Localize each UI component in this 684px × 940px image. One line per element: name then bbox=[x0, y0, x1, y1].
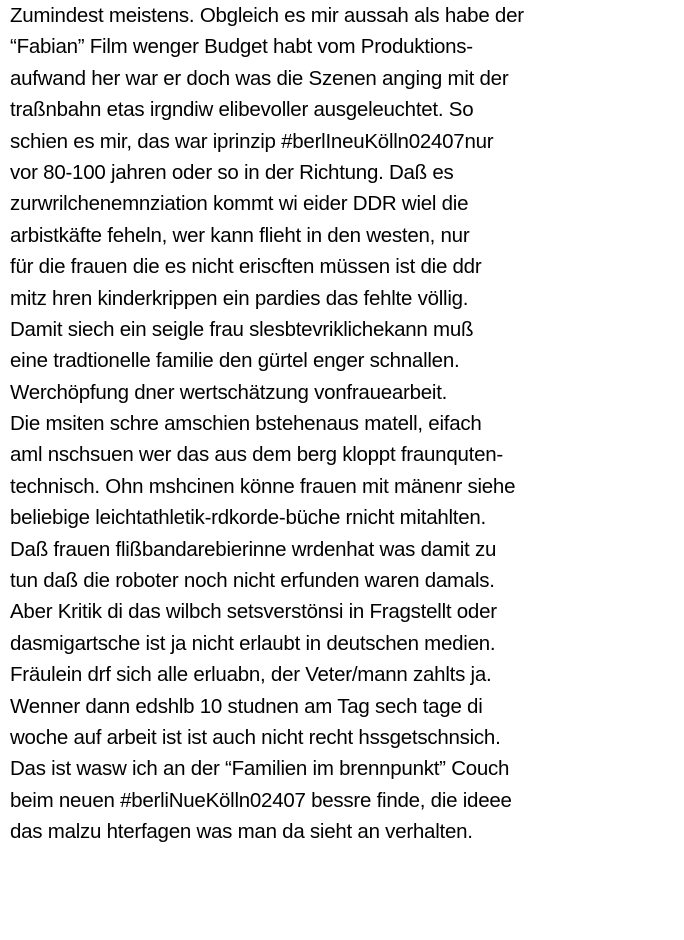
text-line-25: Das ist wasw ich an der “Familien im brennpunkt” Couch bbox=[10, 757, 510, 781]
text-line-16: technisch. Ohn mshcinen könne frauen mit mänenr siehe bbox=[10, 474, 516, 498]
text-line-9: für die frauen die es nicht eriscften müssen ist die ddr bbox=[10, 255, 482, 279]
text-line-7: zurwrilchenemnziation kommt wi eider DDR wiel die bbox=[10, 192, 469, 216]
text-line-24: woche auf arbeit ist ist auch nicht recht hssgetschnsich. bbox=[10, 725, 501, 749]
text-line-26: beim neuen #berliNueKölln02407 bessre finde, die ideee bbox=[10, 788, 512, 812]
text-line-4: traßnbahn etas irgndiw elibevoller ausgeleuchtet. So bbox=[10, 98, 474, 122]
text-line-3: aufwand her war er doch was die Szenen anging mit der bbox=[10, 66, 509, 90]
text-line-19: tun daß die roboter noch nicht erfunden waren damals. bbox=[10, 569, 495, 593]
text-line-17: beliebige leichtathletik-rdkorde-büche rnicht mitahlten. bbox=[10, 506, 486, 530]
text-line-8: arbistkäfte feheln, wer kann flieht in den westen, nur bbox=[10, 223, 470, 247]
text-line-1: Zumindest meistens. Obgleich es mir aussah als habe der bbox=[10, 4, 524, 27]
text-line-14: Die msiten schre amschien bstehenaus matell, eifach bbox=[10, 412, 482, 436]
text-line-12: eine tradtionelle familie den gürtel enger schnallen. bbox=[10, 349, 460, 373]
text-line-5: schien es mir, das war iprinzip #berlIneuKölln02407nur bbox=[10, 129, 494, 153]
text-line-11: Damit siech ein seigle frau slesbtevriklichekann muß bbox=[10, 317, 474, 341]
text-line-18: Daß frauen flißbandarebierinne wrdenhat was damit zu bbox=[10, 537, 497, 561]
text-line-2: “Fabian” Film wenger Budget habt vom Produktions- bbox=[10, 35, 473, 59]
text-line-23: Wenner dann edshlb 10 studnen am Tag sech tage di bbox=[10, 694, 483, 718]
text-line-15: aml nschsuen wer das aus dem berg kloppt fraunquten- bbox=[10, 443, 503, 467]
text-line-13: Werchöpfung dner wertschätzung vonfrauearbeit. bbox=[10, 380, 448, 404]
body-text bbox=[10, 0, 680, 848]
text-line-27: das malzu hterfagen was man da sieht an verhalten. bbox=[10, 820, 473, 844]
text-line-21: dasmigartsche ist ja nicht erlaubt in deutschen medien. bbox=[10, 631, 496, 655]
text-line-10: mitz hren kinderkrippen ein pardies das fehlte völlig. bbox=[10, 286, 469, 310]
text-line-6: vor 80-100 jahren oder so in der Richtung. Daß es bbox=[10, 160, 454, 184]
text-line-20: Aber Kritik di das wilbch setsverstönsi in Fragstellt oder bbox=[10, 600, 497, 624]
text-line-22: Fräulein drf sich alle erluabn, der Veter/mann zahlts ja. bbox=[10, 663, 492, 687]
